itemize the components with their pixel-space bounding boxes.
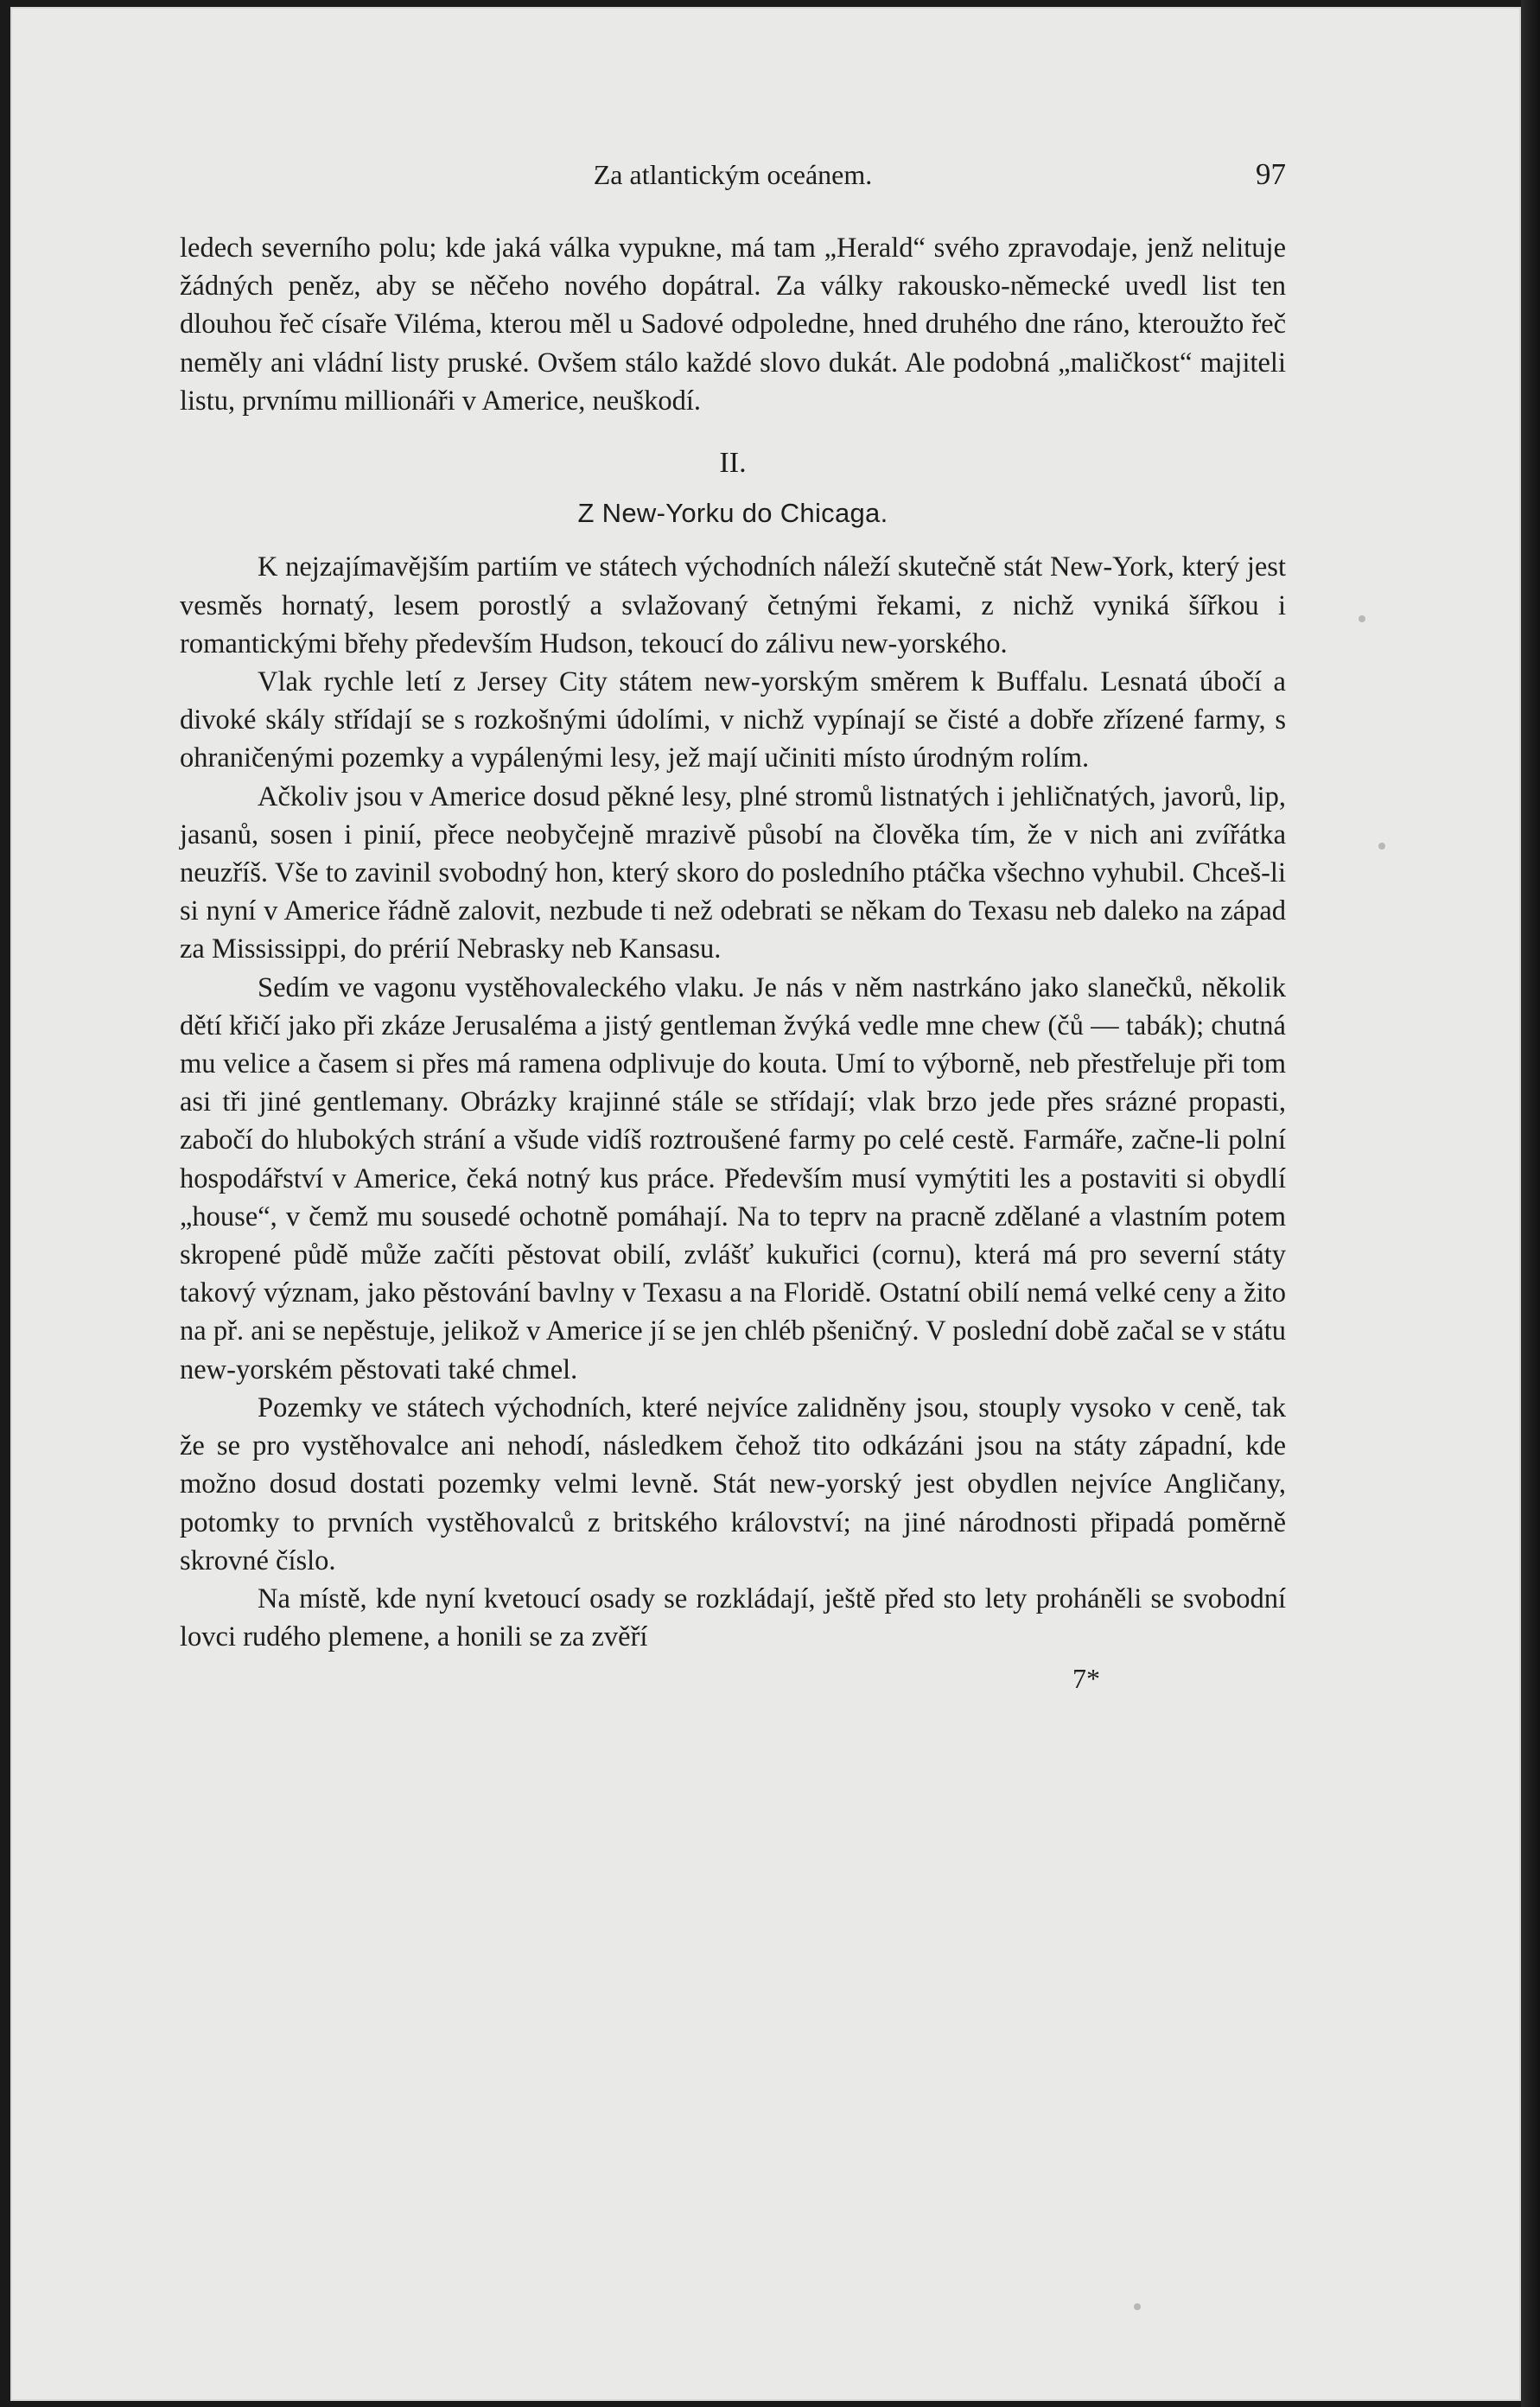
paper-speck xyxy=(1134,2303,1141,2310)
signature-mark: 7* xyxy=(1072,1663,1100,1695)
paragraph: K nejzajímavějším partiím ve státech východních náleží skutečně stát New-York, který jest vesměs hornatý, lesem porostlý a svlažovaný četnými řekami, z nichž vyniká šířkou i romantickými břehy především Hudson, tekoucí do zálivu new-yorského. xyxy=(180,551,1286,659)
paragraph: Sedím ve vagonu vystěhovaleckého vlaku. Je nás v něm nastrkáno jako slanečků, několik dětí křičí jako při zkáze Jerusaléma a jistý gentleman žvýká vedle mne chew (čů — tabák); chutná mu velice a časem si přes má ramena odplivuje do kouta. Umí to výborně, neb přestřeluje při tom asi tři jiné gentlemany. Obrázky krajinné stále se střídají; vlak brzo jede přes srázné propasti, zabočí do hlubokých strání a všude vidíš roztroušené farmy po celé cestě. Farmáře, začne-li polní hospodářství v Americe, čeká notný kus práce. Především musí vymýtiti les a postaviti si obydlí „house“, v čemž mu sousedé ochotně pomáhají. Na to teprv na pracně zdělané a vlastním potem skropené půdě může začíti pěstovat obilí, zvlášť kukuřici (cornu), která má pro severní státy takový význam, jako pěstování bavlny v Texasu a na Floridě. Ostatní obilí nemá velké ceny a žito na př. ani se nepěstuje, jelikož v Americe jí se jen chléb pšeničný. V poslední době začal se v státu new-yorském pěstovati také chmel. xyxy=(180,971,1286,1385)
scan-edge xyxy=(1521,0,1540,2407)
paragraph: Na místě, kde nyní kvetoucí osady se rozkládají, ještě před sto lety proháněli se svobodní lovci rudého plemene, a honili se za zvěří xyxy=(180,1582,1286,1653)
paragraph: ledech severního polu; kde jaká válka vypukne, má tam „Herald“ svého zpravodaje, jenž nelituje žádných peněz, aby se něčeho nového dopátral. Za války rakousko-německé uvedl list ten dlouhou řeč císaře Viléma, kterou měl u Sadové odpoledne, hned druhého dne ráno, kteroužto řeč neměly ani vládní listy pruské. Ovšem stálo každé slovo dukát. Ale podobná „maličkost“ majiteli listu, prvnímu millionáři v Americe, neuškodí. xyxy=(180,232,1286,417)
section-number: II. xyxy=(719,447,747,480)
paper-speck xyxy=(1359,615,1365,622)
running-title: Za atlantickým oceánem. xyxy=(593,159,873,190)
page-number: 97 xyxy=(1256,157,1286,191)
paragraph: Pozemky ve státech východních, které nejvíce zalidněny jsou, stouply vysoko v ceně, tak že se pro vystěhovalce ani nehodí, následkem čehož tito odkázáni jsou na státy západní, kde možno dosud dostati pozemky velmi levně. Stát new-yorský jest obydlen nejvíce Angličany, potomky to prvních vystěhovalců z britského království; na jiné národnosti připadá poměrně skrovné číslo. xyxy=(180,1391,1286,1576)
section-title: Z New-Yorku do Chicaga. xyxy=(577,498,888,529)
running-head xyxy=(180,156,1286,207)
paragraph: Vlak rychle letí z Jersey City státem new-yorským směrem k Buffalu. Lesnatá úbočí a divoké skály střídají se s rozkošnými údolími, v nichž vypínají se čisté a dobře zřízené farmy, s ohraničenými pozemky a vypálenými lesy, jež mají učiniti místo úrodným rolím. xyxy=(180,666,1286,774)
paragraph: Ačkoliv jsou v Americe dosud pěkné lesy, plné stromů listnatých i jehličnatých, javorů, lip, jasanů, sosen i pinií, přece neobyčejně mrazivě působí na člověka tím, že v nich ani zvířátka neuzříš. Vše to zavinil svobodný hon, který skoro do posledního ptáčka všechno vyhubil. Chceš-li si nyní v Americe řádně zalovit, nezbude ti než odebrati se někam do Texasu neb daleko na západ za Mississippi, do prérií Nebrasky neb Kansasu. xyxy=(180,780,1286,965)
paper-speck xyxy=(1378,843,1385,850)
page-text xyxy=(180,156,1286,1698)
